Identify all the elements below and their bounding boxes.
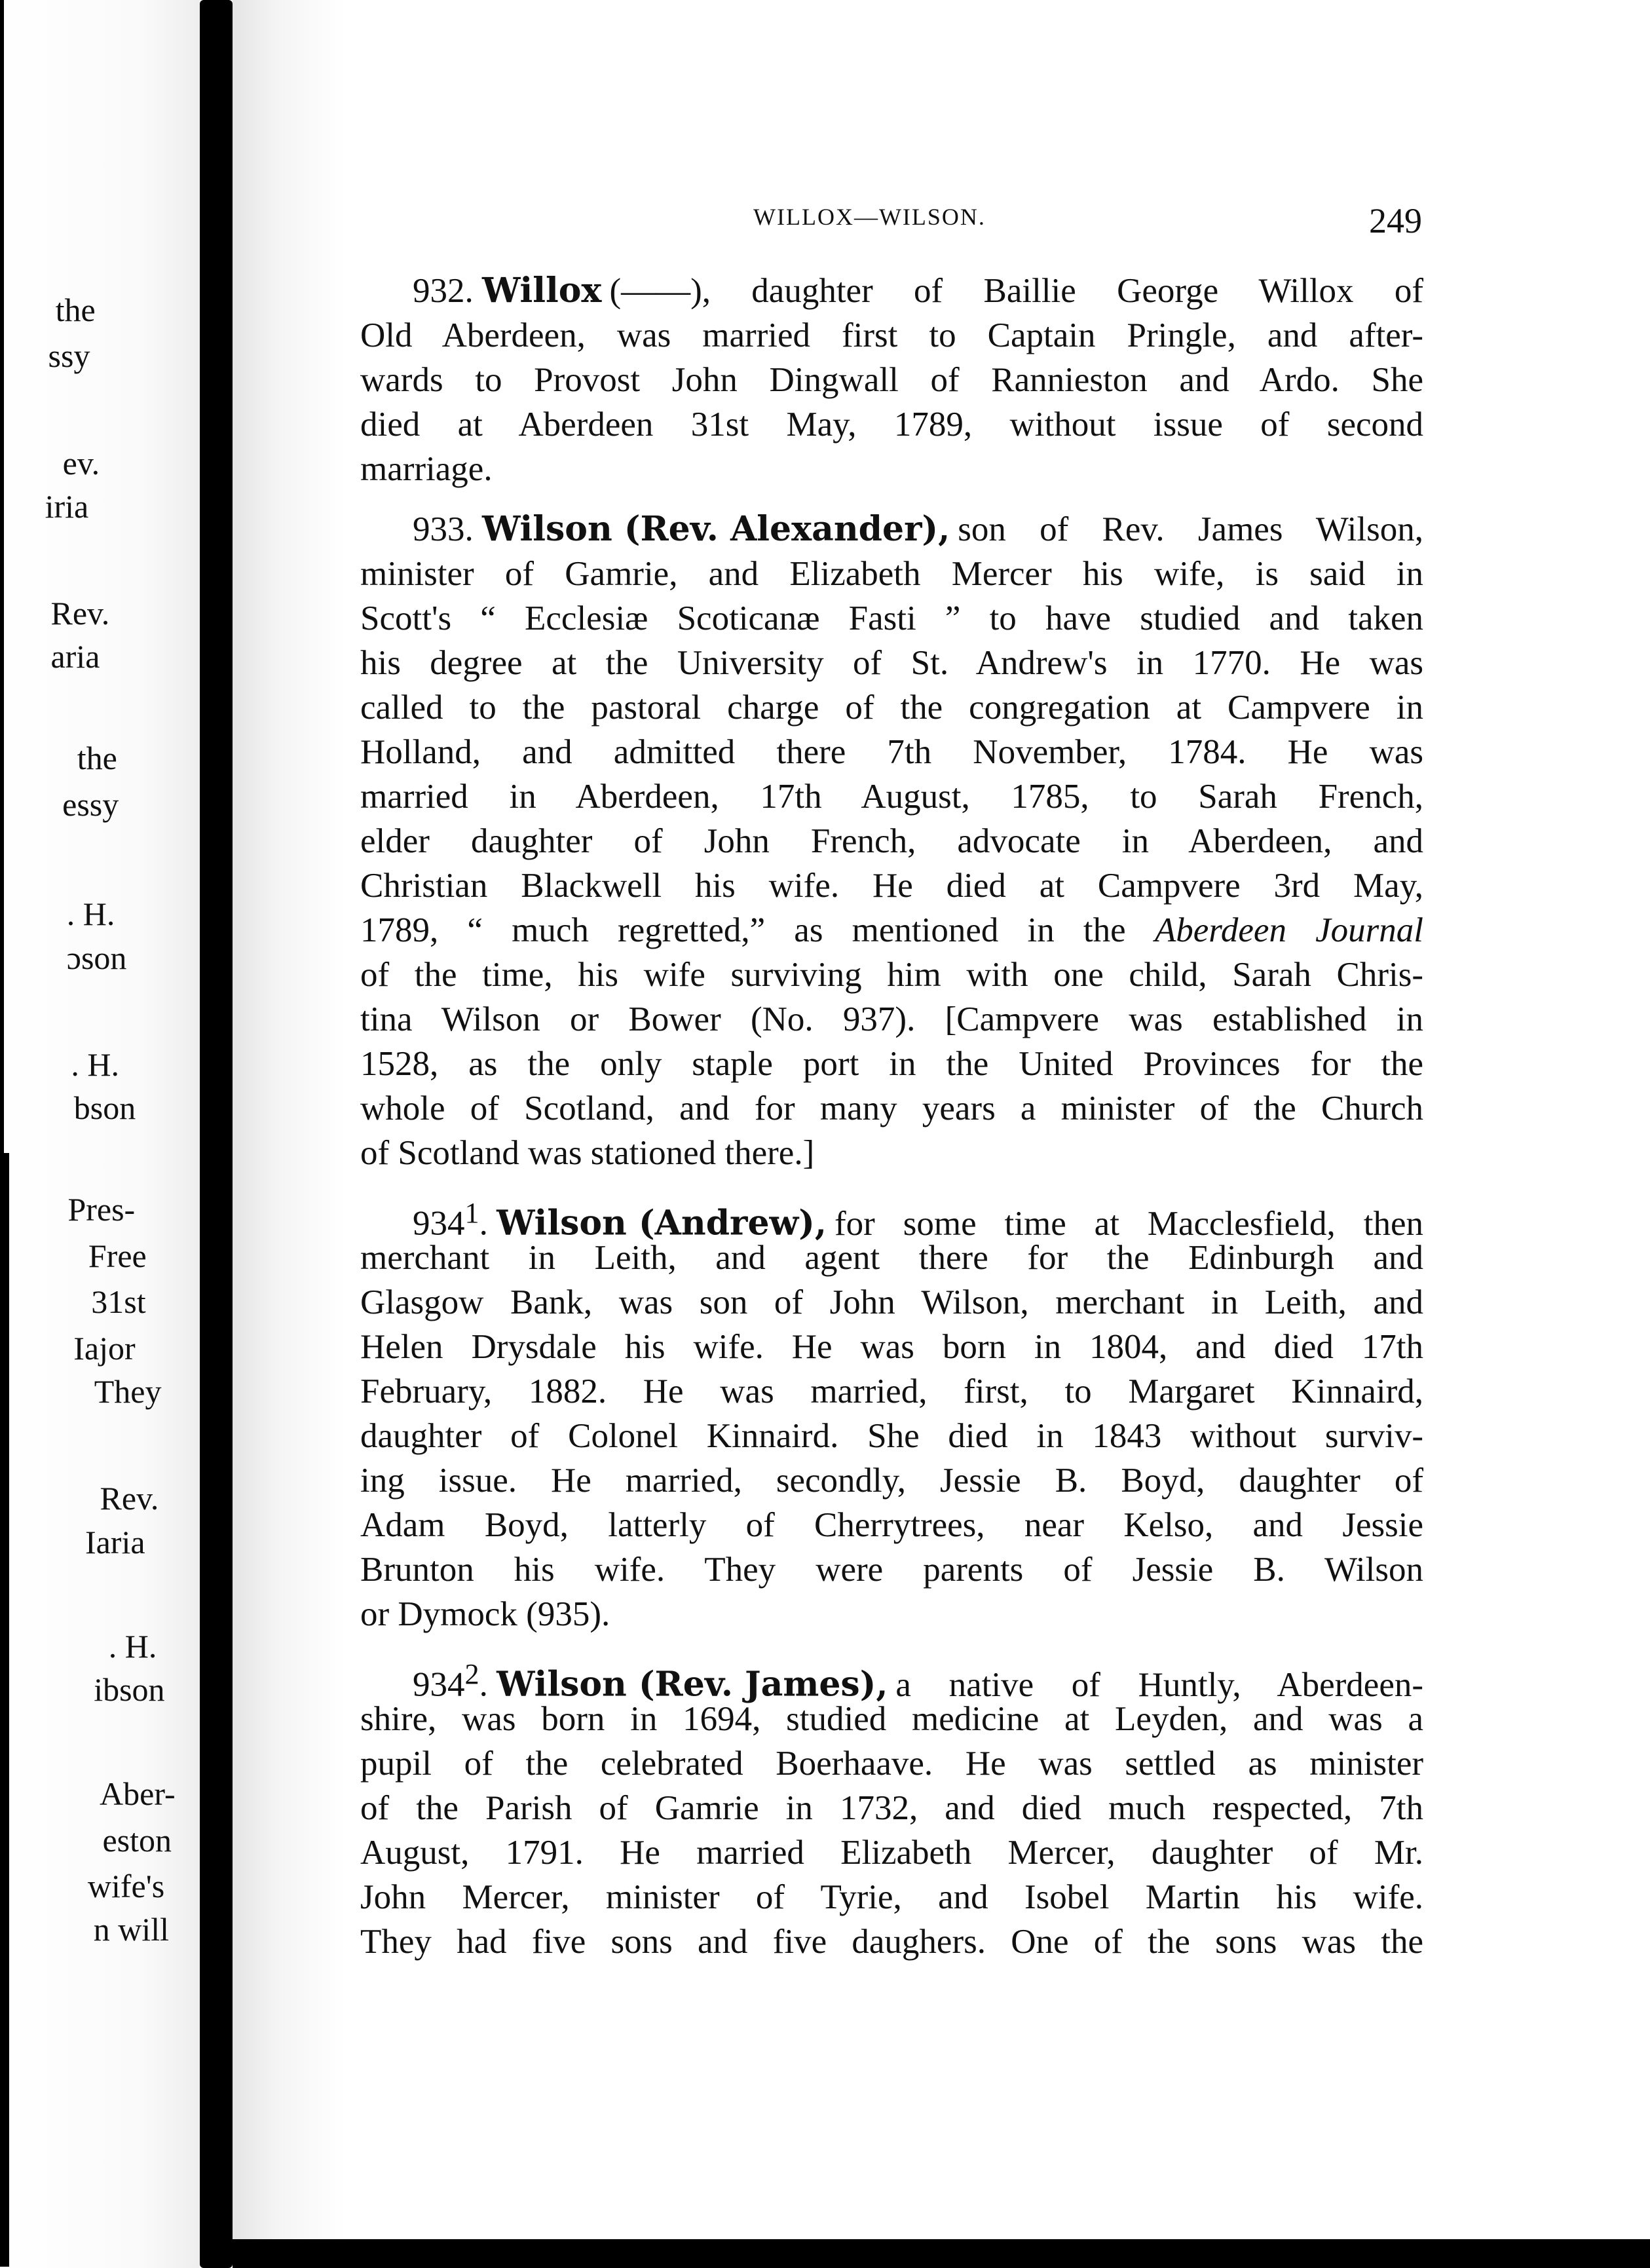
entry-text-line: marriage. — [360, 450, 493, 488]
entry-text-line: ing issue. He married, secondly, Jessie B. Boyd, daughter of — [360, 1462, 1423, 1500]
entry-text-line: Glasgow Bank, was son of John Wilson, merchant in Leith, and — [360, 1283, 1423, 1321]
facing-page-fragment: wife's — [87, 1868, 165, 1905]
entry-text-line: died at Aberdeen 31st May, 1789, without issue of second — [360, 406, 1423, 444]
entry-text-line: Christian Blackwell his wife. He died at Campvere 3rd May, — [360, 867, 1423, 905]
entry-text-line: tina Wilson or Bower (No. 937). [Campvere was established in — [360, 1000, 1423, 1038]
entry-text-line: elder daughter of John French, advocate in Aberdeen, and — [360, 822, 1423, 860]
book-gutter — [200, 0, 233, 2268]
entry-text-line: 1789, “ much regretted,” as mentioned in the Aberdeen Journal — [360, 911, 1423, 949]
facing-page — [0, 0, 200, 2268]
entry-number: 934 — [413, 1665, 465, 1704]
facing-page-fragment: ibson — [94, 1671, 165, 1708]
journal-title: Aberdeen Journal — [1154, 911, 1423, 949]
facing-page-fragment: . H. — [71, 1046, 119, 1084]
page-number: 249 — [1369, 201, 1422, 240]
entry-text-line: of the Parish of Gamrie in 1732, and died much respected, 7th — [360, 1789, 1423, 1827]
entry-heading — [360, 269, 601, 313]
facing-page-fragment: . H. — [108, 1627, 157, 1665]
entry-text-line: August, 1791. He married Elizabeth Mercer, daughter of Mr. — [360, 1834, 1423, 1872]
facing-page-fragment: the — [55, 291, 96, 328]
facing-page-fragment: Iajor — [73, 1329, 136, 1367]
entry-text-line: of Scotland was stationed there.] — [360, 1134, 815, 1172]
facing-page-fragment: Aber- — [100, 1775, 176, 1812]
entry-number: 932. — [413, 272, 474, 310]
facing-page-fragment: n will — [93, 1911, 169, 1948]
entry-name: Wilson (Andrew), — [497, 1203, 827, 1243]
scan-bottom-edge — [233, 2239, 1650, 2268]
facing-page-fragment: . H. — [66, 896, 115, 933]
entry-text-line: 1528, as the only staple port in the United Provinces for the — [360, 1045, 1423, 1083]
entry-text-line: pupil of the celebrated Boerhaave. He was settled as minister — [360, 1745, 1423, 1783]
entry-number: 933. — [413, 510, 474, 548]
page-body — [360, 269, 1423, 1980]
entry-number-superscript: 1 — [464, 1197, 479, 1229]
entry-932 — [360, 269, 1423, 491]
facing-page-fragment: Pres- — [67, 1190, 136, 1228]
entry-first-line — [360, 1652, 1423, 1705]
facing-page-fragment: ev. — [62, 444, 100, 482]
entry-text-line: Adam Boyd, latterly of Cherrytrees, near Kelso, and Jessie — [360, 1506, 1423, 1544]
entry-text-line: Old Aberdeen, was married first to Captain Pringle, and after- — [360, 316, 1423, 354]
entry-text-line: his degree at the University of St. Andrew's in 1770. He was — [360, 644, 1423, 682]
entry-heading — [360, 507, 950, 552]
entry-text-line: called to the pastoral charge of the congregation at Campvere in — [360, 689, 1423, 727]
entry-number: 934 — [413, 1204, 465, 1243]
entry-text-line: or Dymock (935). — [360, 1595, 610, 1633]
entry-heading: $934^2$. Wilson (Rev. James), — [413, 1658, 888, 1705]
entry-name: Wilson (Rev. James), — [497, 1664, 888, 1705]
facing-page-fragment: They — [94, 1373, 162, 1410]
entry-name: Willox — [482, 271, 602, 311]
entry-text: a native of Huntly, Aberdeen- — [895, 1665, 1423, 1704]
facing-page-fragment: Free — [88, 1237, 147, 1274]
entry-933 — [360, 507, 1423, 1175]
entry-name: Wilson (Rev. Alexander), — [482, 509, 950, 549]
entry-934-1 — [360, 1191, 1423, 1636]
entry-934-2 — [360, 1652, 1423, 1964]
entry-text: (——), daughter of Baillie George Willox of — [609, 272, 1423, 310]
entry-text: for some time at Macclesfield, then — [834, 1204, 1423, 1243]
entry-text-line: They had five sons and five daughers. One of the sons was the — [360, 1923, 1423, 1961]
entry-text-line: Holland, and admitted there 7th November, 1784. He was — [360, 733, 1423, 771]
facing-page-fragment: essy — [62, 785, 119, 823]
facing-page-fragment: eston — [102, 1821, 172, 1859]
entry-text-line: Helen Drysdale his wife. He was born in 1804, and died 17th — [360, 1328, 1423, 1366]
facing-page-fragment: the — [77, 739, 117, 776]
facing-page-fragment: ssy — [48, 337, 90, 375]
scan-edge — [0, 1153, 9, 2267]
entry-number-superscript: 2 — [464, 1658, 479, 1690]
entry-text-line: John Mercer, minister of Tyrie, and Isobel Martin his wife. — [360, 1878, 1423, 1916]
entry-text-line: shire, was born in 1694, studied medicine at Leyden, and was a — [360, 1700, 1423, 1738]
entry-text: son of Rev. James Wilson, — [958, 510, 1423, 548]
facing-page-fragment: aria — [50, 638, 100, 675]
entry-first-line — [360, 1191, 1423, 1243]
scan-edge — [0, 0, 4, 1153]
entry-heading: $934^1$. Wilson (Andrew), — [413, 1197, 827, 1243]
facing-page-fragment: Rev. — [100, 1480, 159, 1517]
entry-text-line: wards to Provost John Dingwall of Rannieston and Ardo. She — [360, 361, 1423, 399]
facing-page-fragment: Rev. — [50, 595, 110, 632]
facing-page-fragment: bson — [73, 1089, 136, 1127]
entry-text-line: minister of Gamrie, and Elizabeth Mercer his wife, is said in — [360, 555, 1423, 593]
entry-text-line: married in Aberdeen, 17th August, 1785, to Sarah French, — [360, 778, 1423, 816]
facing-page-fragment: Iaria — [84, 1523, 145, 1560]
entry-first-line — [360, 507, 1423, 552]
entry-text-line: February, 1882. He was married, first, to Margaret Kinnaird, — [360, 1372, 1423, 1410]
entry-first-line — [360, 269, 1423, 313]
entry-text-line: of the time, his wife surviving him with one child, Sarah Chris- — [360, 956, 1423, 994]
facing-page-fragment: iria — [45, 487, 89, 525]
entry-text-line: daughter of Colonel Kinnaird. She died in 1843 without surviv- — [360, 1417, 1423, 1455]
running-header: WILLOX—WILSON. — [753, 204, 986, 230]
facing-page-fragment: 31st — [91, 1283, 146, 1321]
entry-text-line: merchant in Leith, and agent there for the Edinburgh and — [360, 1239, 1423, 1277]
entry-text-line: Brunton his wife. They were parents of Jessie B. Wilson — [360, 1551, 1423, 1589]
entry-text-line: whole of Scotland, and for many years a minister of the Church — [360, 1089, 1423, 1127]
facing-page-fragment: ɔson — [66, 939, 127, 976]
entry-text-line: Scott's “ Ecclesiæ Scoticanæ Fasti ” to have studied and taken — [360, 599, 1423, 637]
